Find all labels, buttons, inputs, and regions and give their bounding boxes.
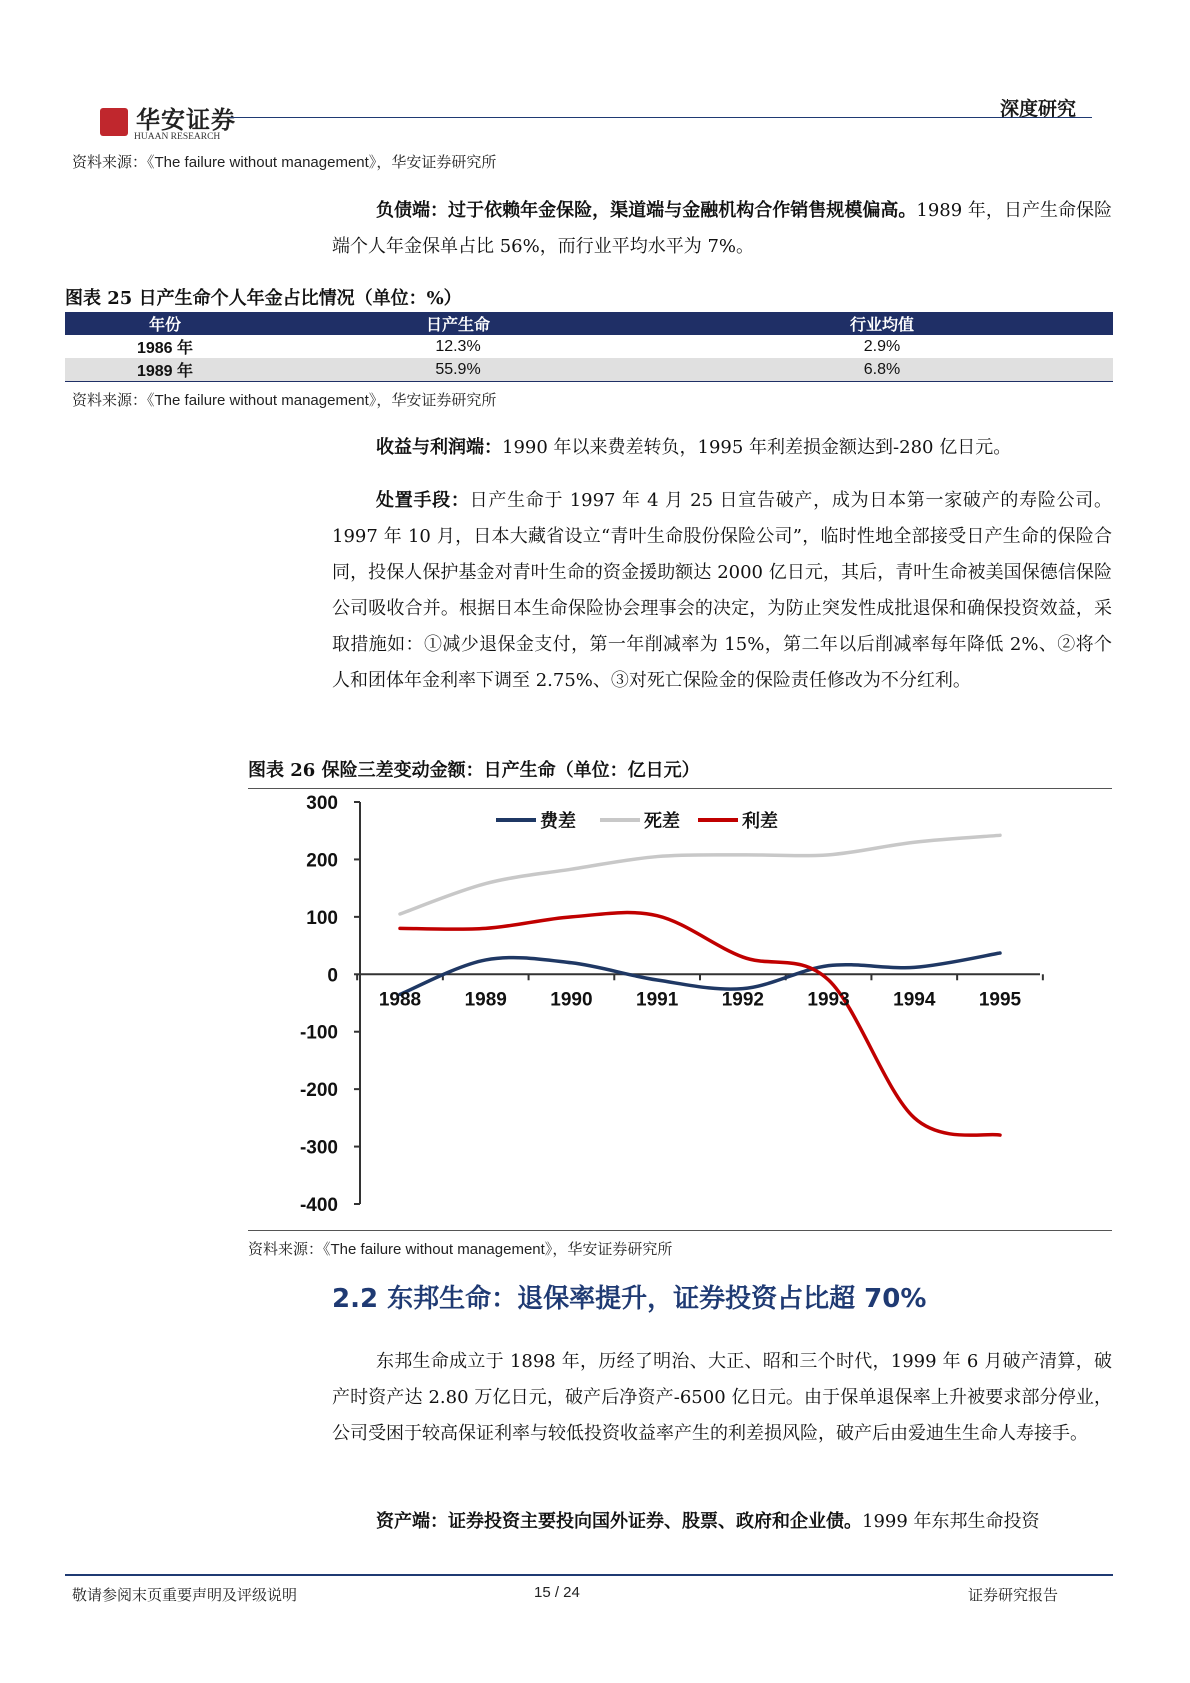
y-tick-label: 200: [306, 850, 338, 872]
chart-title: 图表 26 保险三差变动金额：日产生命（单位：亿日元）: [248, 760, 700, 781]
report-type-tag: 深度研究: [1000, 98, 1077, 120]
cell-nissan: 12.3%: [435, 337, 481, 355]
x-tick-label: 1990: [550, 989, 593, 1011]
cell-nissan: 55.9%: [265, 358, 651, 381]
header-rule: [230, 117, 1092, 118]
legend-label: 费差: [540, 811, 576, 832]
table-row: [65, 335, 1113, 358]
footer-report-type: 证券研究报告: [968, 1586, 1059, 1604]
paragraph-liability: 负债端：过于依赖年金保险，渠道端与金融机构合作销售规模偏高。1989 年，日产生命保险端个人年金保单占比 56%，而行业平均水平为 7%。: [332, 200, 1113, 257]
header-nissan: 日产生命: [265, 312, 651, 335]
paragraph-disposal: 处置手段：日产生命于 1997 年 4 月 25 日宣告破产，成为日本第一家破产的寿险公司。1997 年 10 月，日本大藏省设立“青叶生命股份保险公司”，临时性地全部接受日产生命的保险合同，投保人保护基金对青叶生命的资金援助额达 2000 亿日元，其后，青叶生命被美国保德信保险公司吸收合并。根据日本生命保险协会理事会的决定，为防止突发性成批退保和确保投资效益，采取措施如：①减少退保金支付，第一年削减率为 15%，第二年以后削减率每年降低 2%、②将个人和团体年金利率下调至 2.75%、③对死亡保险金的保险责任修改为不分红利。: [332, 490, 1112, 691]
footer-rule: [65, 1574, 1113, 1576]
logo-text: 华安证券: [136, 105, 236, 134]
source-note: 资料来源：《The failure without management》，华安证券研究所: [72, 391, 497, 409]
y-tick-label: -100: [299, 1022, 338, 1044]
table-header-row: [65, 312, 1113, 335]
page-number: 15 / 24: [534, 1584, 580, 1601]
series-line-死差: [400, 835, 1000, 914]
cell-year: 1986 年: [136, 340, 194, 357]
x-tick-label: 1992: [721, 989, 764, 1011]
paragraph-toho: 东邦生命成立于 1898 年，历经了明治、大正、昭和三个时代，1999 年 6 月破产清算，破产时资产达 2.80 万亿日元，破产后净资产-6500 亿日元。由于保单退保率上升被要求部分停业，公司受困于较高保证利率与较低投资收益率产生的利差损风险，破产后由爱迪生生命人寿接手。: [332, 1351, 1112, 1444]
logo-mark-icon: [100, 108, 128, 136]
y-tick-label: -400: [299, 1195, 338, 1216]
cell-industry: 2.9%: [863, 337, 901, 355]
cell-industry: 6.8%: [651, 358, 1113, 381]
paragraph-profit: 收益与利润端：1990 年以来费差转负，1995 年利差损金额达到-280 亿日元。: [376, 437, 1012, 458]
table-title: 图表 25 日产生命个人年金占比情况（单位：%）: [65, 288, 462, 309]
cell-year: 1989 年: [65, 358, 265, 381]
header-year: 年份: [65, 312, 265, 335]
y-tick-label: 0: [327, 965, 338, 987]
x-tick-label: 1993: [807, 989, 850, 1011]
y-axis-labels: [300, 793, 360, 1216]
chart-legend: [496, 810, 778, 832]
x-tick-label: 1994: [893, 989, 936, 1011]
header-industry: 行业均值: [651, 312, 1113, 335]
x-tick-label: 1995: [978, 989, 1022, 1011]
y-tick-label: -200: [299, 1080, 338, 1102]
source-note: 资料来源：《The failure without management》，华安证券研究所: [248, 1240, 673, 1258]
y-tick-label: 100: [306, 907, 338, 929]
x-axis-labels: [379, 989, 1022, 1010]
table-row: [65, 358, 1113, 381]
y-tick-label: 300: [306, 793, 338, 814]
section-title: 2.2 东邦生命：退保率提升，证券投资占比超 70%: [332, 1284, 927, 1314]
three-spreads-chart: [248, 788, 1112, 1230]
logo-subtext: HUAAN RESEARCH: [134, 132, 221, 142]
x-tick-label: 1989: [464, 989, 507, 1011]
x-tick-label: 1991: [636, 989, 679, 1011]
legend-label: 利差: [742, 811, 778, 832]
source-note: 资料来源：《The failure without management》，华安证券研究所: [72, 153, 497, 171]
footer-disclaimer: 敬请参阅末页重要声明及评级说明: [72, 1586, 298, 1604]
paragraph-asset: 资产端：证券投资主要投向国外证券、股票、政府和企业债。1999 年东邦生命投资: [376, 1511, 1040, 1532]
y-tick-label: -300: [299, 1137, 338, 1159]
table-bottom-rule: [65, 381, 1113, 382]
legend-label: 死差: [644, 811, 680, 832]
annuity-ratio-table: [65, 312, 1113, 381]
chart-bottom-rule: [248, 1230, 1112, 1231]
series-lines: [400, 835, 1000, 1135]
x-tick-label: 1988: [378, 989, 422, 1011]
series-line-利差: [400, 913, 1000, 1136]
